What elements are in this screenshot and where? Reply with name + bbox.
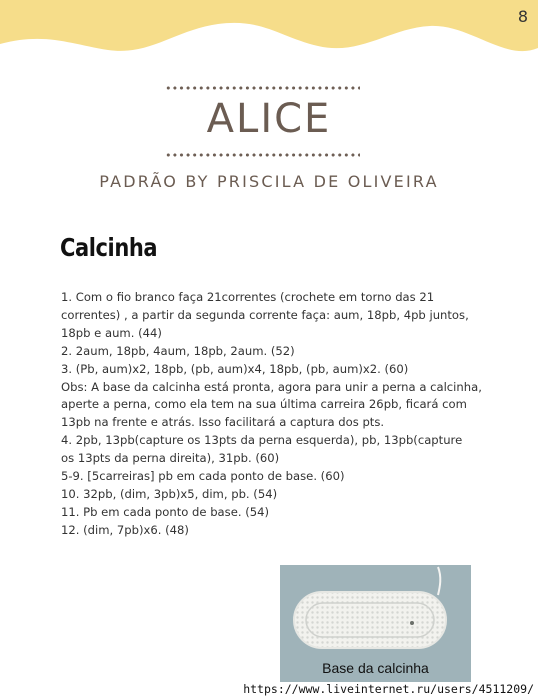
instruction-line: 13pb na frente e atrás. Isso facilitará a captura dos pts. xyxy=(61,415,385,430)
pattern-subtitle: PADRÃO BY PRISCILA DE OLIVEIRA xyxy=(99,172,439,191)
source-url-watermark: https://www.liveinternet.ru/users/4511209/ xyxy=(243,682,534,696)
instruction-line: 10. 32pb, (dim, 3pb)x5, dim, pb. (54) xyxy=(61,486,278,501)
instruction-line: correntes) , a partir da segunda corrente faça: aum, 18pb, 4pb juntos, xyxy=(61,307,469,322)
photo-caption: Base da calcinha xyxy=(322,660,429,676)
instruction-line: 18pb e aum. (44) xyxy=(61,325,162,340)
crochet-photo xyxy=(280,565,471,684)
instruction-line: 5-9. [5carreiras] pb em cada ponto de base. (60) xyxy=(61,469,345,484)
instruction-line: 3. (Pb, aum)x2, 18pb, (pb, aum)x4, 18pb, (pb, aum)x2. (60) xyxy=(61,361,409,376)
dotted-divider-top xyxy=(165,86,360,90)
instruction-line: aperte a perna, como ela tem na sua última carreira 26pb, ficará com xyxy=(61,397,467,412)
instruction-line: 1. Com o fio branco faça 21correntes (crochete em torno das 21 xyxy=(61,290,435,304)
dotted-divider-bottom xyxy=(165,153,360,157)
top-wave-banner xyxy=(0,0,538,62)
pattern-title: ALICE xyxy=(206,96,332,142)
instruction-line: Obs: A base da calcinha está pronta, agora para unir a perna a calcinha, xyxy=(61,379,482,394)
section-heading: Calcinha xyxy=(60,233,158,262)
instruction-line: 4. 2pb, 13pb(capture os 13pts da perna esquerda), pb, 13pb(capture xyxy=(61,433,463,448)
page-number: 8 xyxy=(517,7,528,26)
instruction-line: os 13pts da perna direita), 31pb. (60) xyxy=(61,451,280,466)
instruction-line: 11. Pb em cada ponto de base. (54) xyxy=(61,504,270,519)
instruction-line: 2. 2aum, 18pb, 4aum, 18pb, 2aum. (52) xyxy=(61,343,295,358)
instructions-text xyxy=(61,289,482,540)
instruction-line: 12. (dim, 7pb)x6. (48) xyxy=(61,522,189,537)
